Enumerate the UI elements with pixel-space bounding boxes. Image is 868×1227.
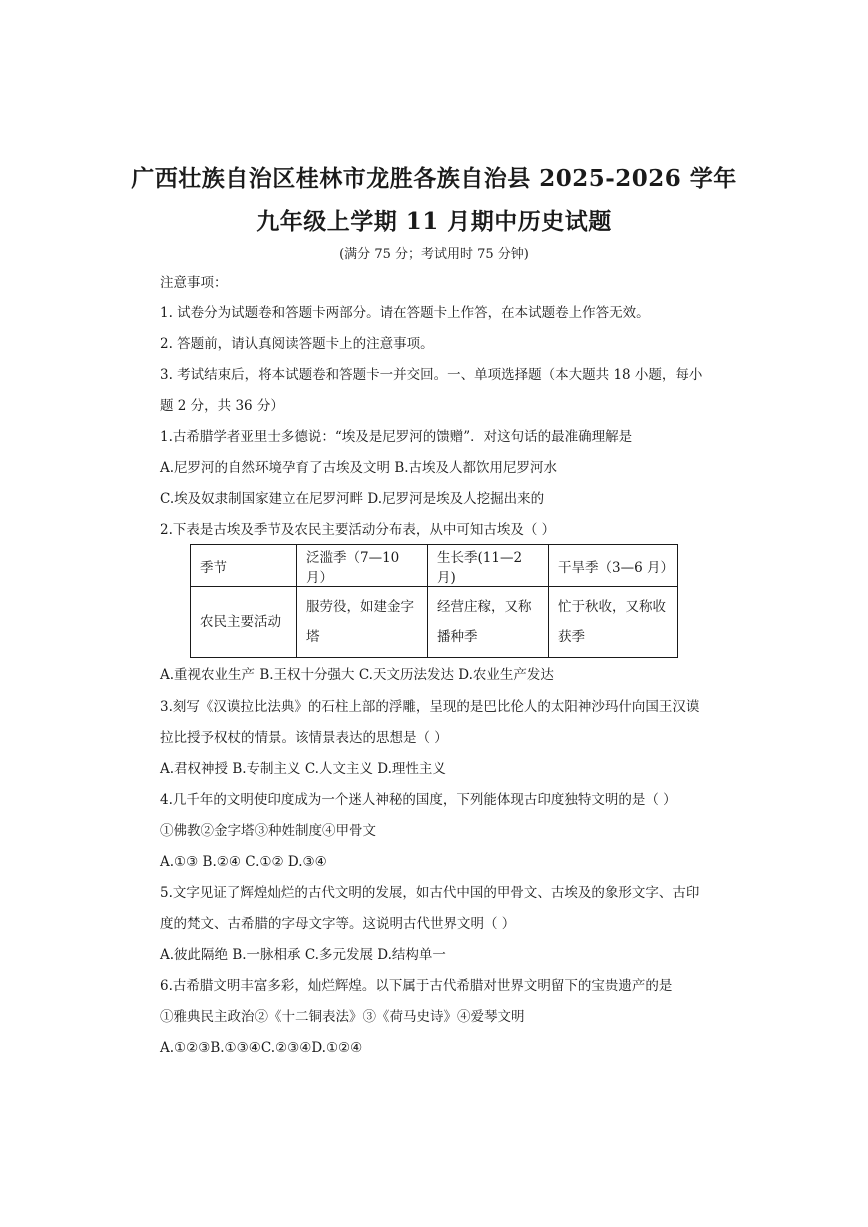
question-4-items: ①佛教②金字塔③种姓制度④甲骨文 xyxy=(160,823,376,839)
notice-item-2: 2. 答题前，请认真阅读答题卡上的注意事项。 xyxy=(160,336,434,352)
table-row xyxy=(191,545,678,587)
exam-title-line2: 九年级上学期 11 月期中历史试题 xyxy=(256,208,612,235)
question-1-options-line1: A.尼罗河的自然环境孕育了古埃及文明 B.古埃及人都饮用尼罗河水 xyxy=(160,460,558,476)
exam-title-line1: 广西壮族自治区桂林市龙胜各族自治县 2025-2026 学年 xyxy=(131,165,737,192)
table-cell-flood-activity: 服劳役，如建金字塔 xyxy=(297,587,428,658)
question-2-stem: 2.下表是古埃及季节及农民主要活动分布表，从中可知古埃及（ ） xyxy=(160,522,556,538)
table-header-season: 季节 xyxy=(191,545,297,587)
notice-item-3-line1: 3. 考试结束后，将本试题卷和答题卡一并交回。一、单项选择题（本大题共 18 小题，每小 xyxy=(160,367,703,383)
table-cell-growing-activity: 经营庄稼，又称播种季 xyxy=(428,587,549,658)
table-cell-farmer-activity-label: 农民主要活动 xyxy=(191,587,297,658)
question-1-options-line2: C.埃及奴隶制国家建立在尼罗河畔 D.尼罗河是埃及人挖掘出来的 xyxy=(160,491,545,507)
notice-heading: 注意事项： xyxy=(160,275,228,291)
table-row xyxy=(191,587,678,658)
question-4-options: A.①③ B.②④ C.①② D.③④ xyxy=(160,854,327,870)
table-header-flood-season: 泛滥季（7—10 月） xyxy=(297,545,428,587)
question-4-stem: 4.几千年的文明使印度成为一个迷人神秘的国度，下列能体现古印度独特文明的是（ ） xyxy=(160,792,677,808)
question-5-options: A.彼此隔绝 B.一脉相承 C.多元发展 D.结构单一 xyxy=(160,947,446,963)
question-5-stem-line1: 5.文字见证了辉煌灿烂的古代文明的发展，如古代中国的甲骨文、古埃及的象形文字、古印 xyxy=(160,885,700,901)
question-1-stem: 1.古希腊学者亚里士多德说：“埃及是尼罗河的馈赠”．对这句话的最准确理解是 xyxy=(160,429,633,445)
question-5-stem-line2: 度的梵文、古希腊的字母文字等。这说明古代世界文明（ ） xyxy=(160,916,516,932)
exam-subtitle: (满分 75 分；考试用时 75 分钟) xyxy=(339,247,529,262)
question-2-options: A.重视农业生产 B.王权十分强大 C.天文历法发达 D.农业生产发达 xyxy=(160,667,554,683)
question-6-stem: 6.古希腊文明丰富多彩，灿烂辉煌。以下属于古代希腊对世界文明留下的宝贵遗产的是 xyxy=(160,978,673,994)
table-cell-dry-activity: 忙于秋收，又称收获季 xyxy=(549,587,678,658)
notice-item-1: 1. 试卷分为试题卷和答题卡两部分。请在答题卡上作答，在本试题卷上作答无效。 xyxy=(160,305,650,321)
season-activity-table xyxy=(190,544,678,658)
question-6-options: A.①②③B.①③④C.②③④D.①②④ xyxy=(160,1040,363,1056)
question-3-options: A.君权神授 B.专制主义 C.人文主义 D.理性主义 xyxy=(160,761,446,777)
notice-item-3-line2: 题 2 分，共 36 分） xyxy=(160,398,284,414)
table-header-growing-season: 生长季(11—2 月) xyxy=(428,545,549,587)
question-6-items: ①雅典民主政治②《十二铜表法》③《荷马史诗》④爱琴文明 xyxy=(160,1009,525,1025)
table-header-dry-season: 干旱季（3—6 月） xyxy=(549,545,678,587)
question-3-stem-line2: 拉比授予权杖的情景。该情景表达的思想是（ ） xyxy=(160,730,448,746)
question-3-stem-line1: 3.刻写《汉谟拉比法典》的石柱上部的浮雕，呈现的是巴比伦人的太阳神沙玛什向国王汉谟 xyxy=(160,699,700,715)
